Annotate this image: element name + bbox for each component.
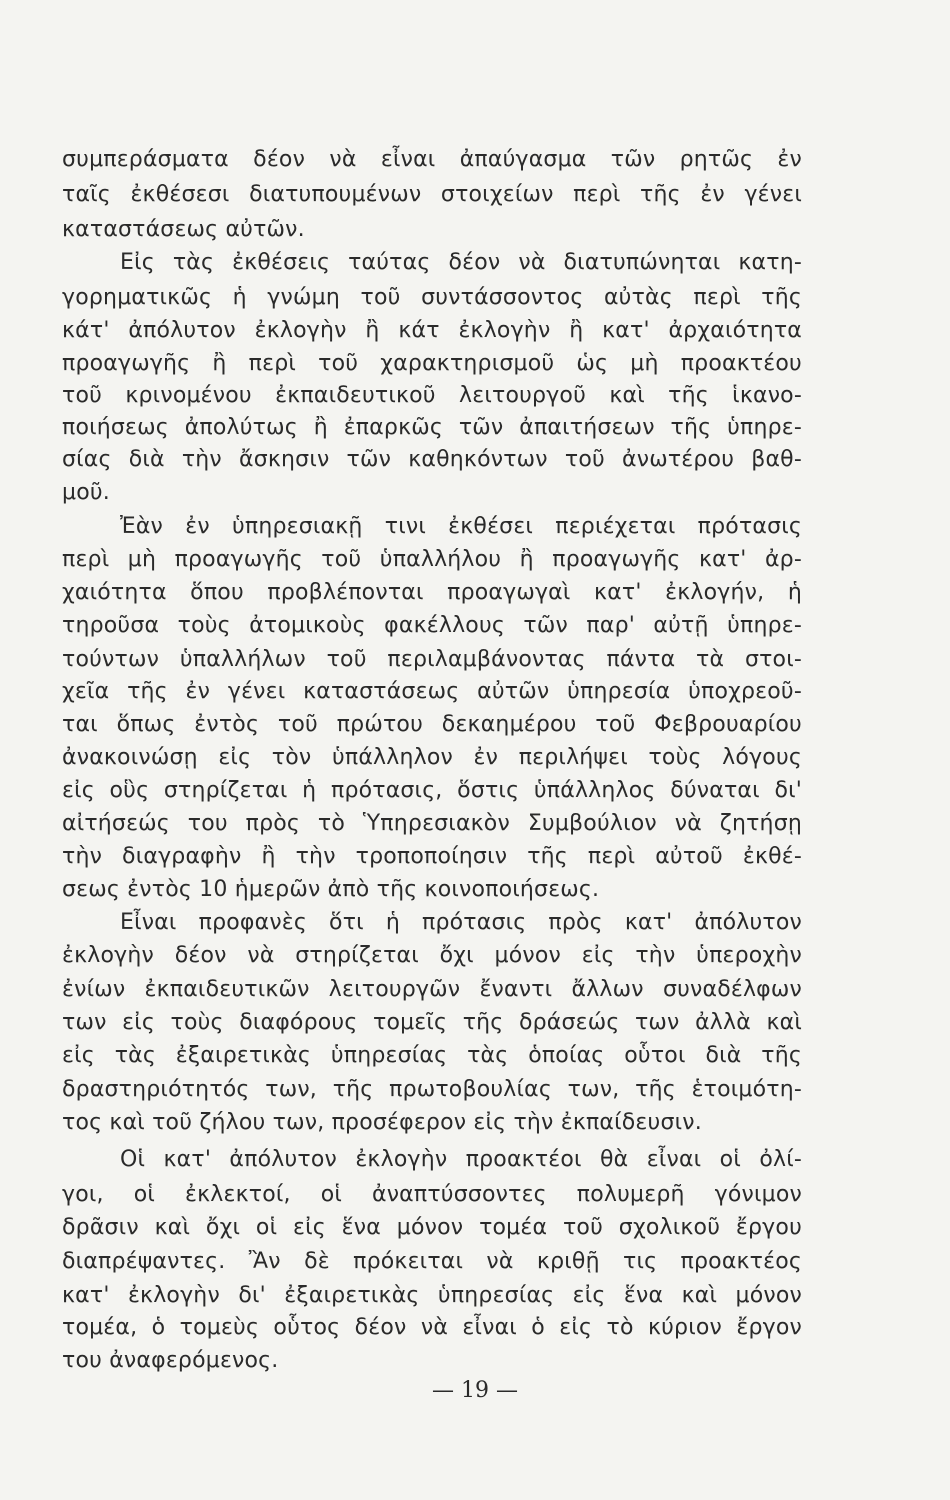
text-line: σεως ἐντὸς 10 ἡμερῶν ἀπὸ τῆς κοινοποιήσεως. [62, 877, 600, 902]
text-line: περὶ μὴ προαγωγῆς τοῦ ὑπαλλήλου ἢ προαγωγῆς κατ' ἀρ- [62, 547, 802, 572]
text-line: εἰς τὰς ἐξαιρετικὰς ὑπηρεσίας τὰς ὁποίας οὗτοι διὰ τῆς [62, 1043, 802, 1068]
text-line: δραστηριότητός των, τῆς πρωτοβουλίας των, τῆς ἑτοιμότη- [62, 1077, 802, 1102]
text-line: χαιότητα ὅπου προβλέπονται προαγωγαὶ κατ' ἐκλογήν, ἡ [62, 580, 802, 605]
text-line: Ἐὰν ἐν ὑπηρεσιακῇ τινι ἐκθέσει περιέχεται πρότασις [120, 514, 802, 539]
text-line: τομέα, ὁ τομεὺς οὗτος δέον νὰ εἶναι ὁ εἰς τὸ κύριον ἔργον [62, 1315, 802, 1340]
text-line: σίας διὰ τὴν ἄσκησιν τῶν καθηκόντων τοῦ ἀνωτέρου βαθ- [62, 447, 802, 472]
text-line: Εἶναι προφανὲς ὅτι ἡ πρότασις πρὸς κατ' ἀπόλυτον [120, 910, 802, 935]
text-line: καταστάσεως αὐτῶν. [62, 217, 305, 242]
text-line: ται ὅπως ἐντὸς τοῦ πρώτου δεκαημέρου τοῦ Φεβρουαρίου [62, 712, 802, 737]
text-line: ἐνίων ἐκπαιδευτικῶν λειτουργῶν ἔναντι ἄλλων συναδέλφων [62, 977, 802, 1002]
text-line: γοι, οἱ ἐκλεκτοί, οἱ ἀναπτύσσοντες πολυμερῆ γόνιμον [62, 1182, 802, 1207]
text-line: εἰς οὓς στηρίζεται ἡ πρότασις, ὅστις ὑπάλληλος δύναται δι' [62, 778, 802, 803]
text-line: Οἱ κατ' ἀπόλυτον ἐκλογὴν προακτέοι θὰ εἶναι οἱ ὀλί- [120, 1147, 802, 1172]
text-line: τὴν διαγραφὴν ἢ τὴν τροποποίησιν τῆς περὶ αὐτοῦ ἐκθέ- [62, 844, 802, 869]
text-line: των εἰς τοὺς διαφόρους τομεῖς τῆς δράσεώς των ἀλλὰ καὶ [62, 1010, 802, 1035]
text-line: ἀνακοινώσῃ εἰς τὸν ὑπάλληλον ἐν περιλήψει τοὺς λόγους [62, 745, 802, 770]
text-line: χεῖα τῆς ἐν γένει καταστάσεως αὐτῶν ὑπηρεσία ὑποχρεοῦ- [62, 679, 802, 704]
text-line: προαγωγῆς ἢ περὶ τοῦ χαρακτηρισμοῦ ὡς μὴ προακτέου [62, 351, 802, 376]
text-line: του ἀναφερόμενος. [62, 1348, 279, 1373]
text-line: μοῦ. [62, 480, 110, 505]
text-line: γορηματικῶς ἡ γνώμη τοῦ συντάσσοντος αὐτὰς περὶ τῆς [62, 285, 802, 310]
text-line: τούντων ὑπαλλήλων τοῦ περιλαμβάνοντας πάντα τὰ στοι- [62, 647, 802, 672]
text-line: αἰτήσεώς του πρὸς τὸ Ὑπηρεσιακὸν Συμβούλιον νὰ ζητήσῃ [62, 811, 802, 836]
page-number: — 19 — [432, 1378, 518, 1403]
text-line: τος καὶ τοῦ ζήλου των, προσέφερον εἰς τὴν ἐκπαίδευσιν. [62, 1110, 702, 1135]
text-line: συμπεράσματα δέον νὰ εἶναι ἀπαύγασμα τῶν ρητῶς ἐν [62, 147, 802, 172]
text-line: τοῦ κρινομένου ἐκπαιδευτικοῦ λειτουργοῦ καὶ τῆς ἱκανο- [62, 383, 802, 408]
text-line: κάτ' ἀπόλυτον ἐκλογὴν ἢ κάτ ἐκλογὴν ἢ κατ' ἀρχαιότητα [62, 318, 802, 343]
text-line: κατ' ἐκλογὴν δι' ἐξαιρετικὰς ὑπηρεσίας εἰς ἕνα καὶ μόνον [62, 1283, 802, 1308]
text-line: δρᾶσιν καὶ ὄχι οἱ εἰς ἕνα μόνον τομέα τοῦ σχολικοῦ ἔργου [62, 1215, 802, 1240]
text-line: Εἰς τὰς ἐκθέσεις ταύτας δέον νὰ διατυπώνηται κατη- [120, 250, 802, 275]
text-line: ποιήσεως ἀπολύτως ἢ ἐπαρκῶς τῶν ἀπαιτήσεων τῆς ὑπηρε- [62, 415, 802, 440]
text-line: ταῖς ἐκθέσεσι διατυπουμένων στοιχείων περὶ τῆς ἐν γένει [62, 182, 802, 207]
text-line: διαπρέψαντες. Ἂν δὲ πρόκειται νὰ κριθῇ τις προακτέος [62, 1249, 802, 1274]
text-line: ἐκλογὴν δέον νὰ στηρίζεται ὄχι μόνον εἰς τὴν ὑπεροχὴν [62, 943, 802, 968]
text-line: τηροῦσα τοὺς ἀτομικοὺς φακέλλους τῶν παρ' αὐτῇ ὑπηρε- [62, 613, 802, 638]
